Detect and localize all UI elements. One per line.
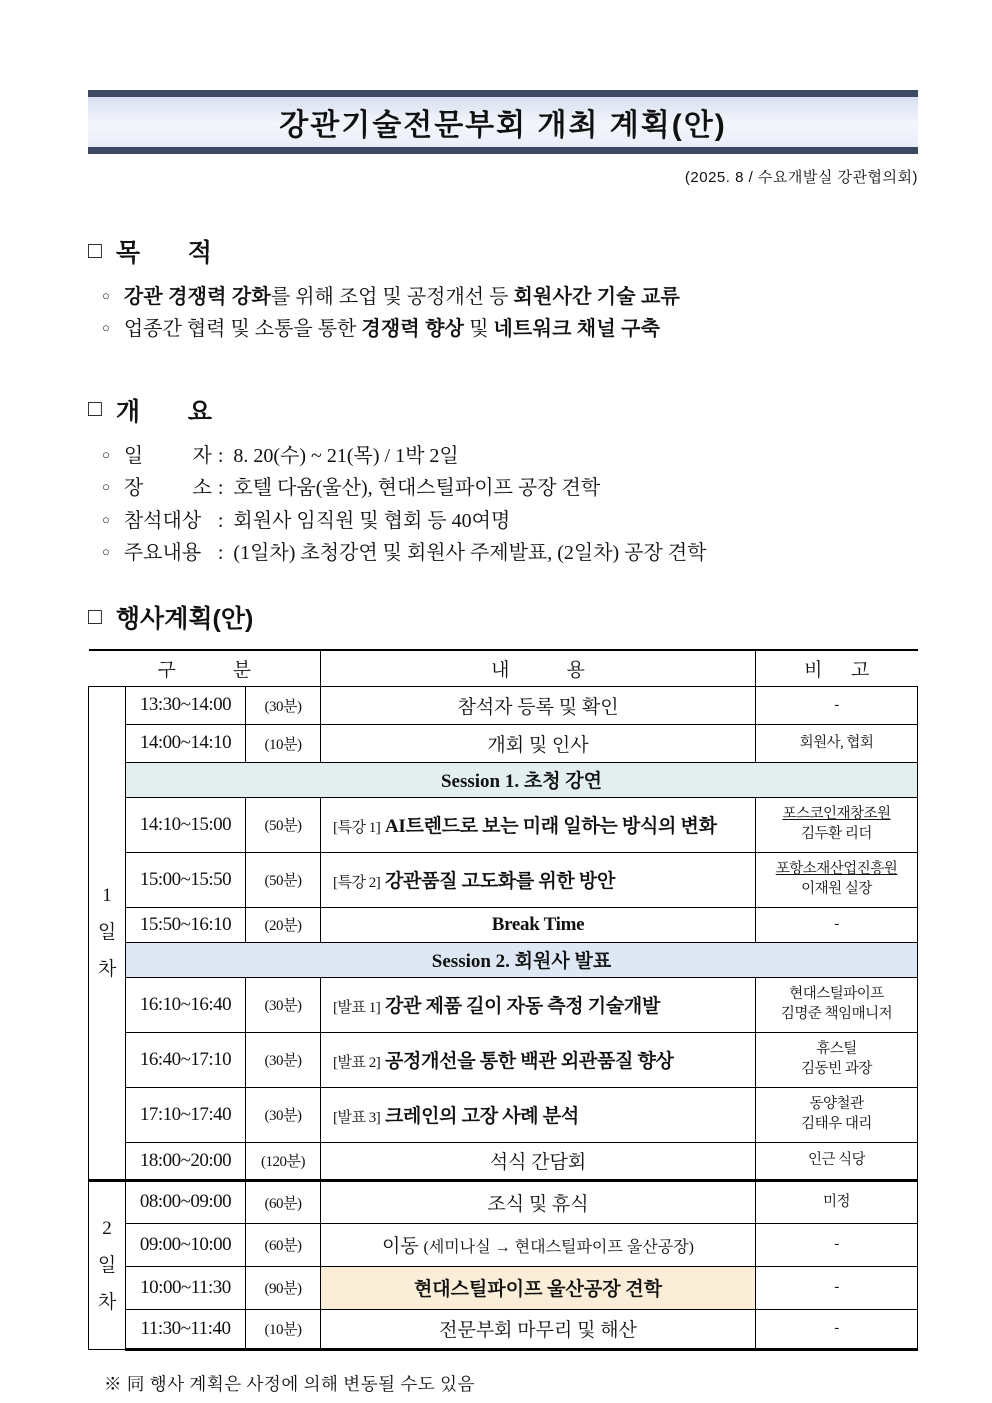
table-row [89, 797, 918, 852]
duration-cell: (90분) [246, 1266, 321, 1309]
content-cell: 조식 및 휴식 [321, 1180, 756, 1223]
section-plan-heading [88, 599, 918, 635]
time-cell: 16:40~17:10 [126, 1032, 246, 1087]
session1-title: Session 1. 초청 강연 [126, 762, 918, 797]
content-cell: [발표 2] 공정개선을 통한 백관 외관품질 향상 [321, 1032, 756, 1087]
square-marker-icon: □ [88, 236, 102, 263]
duration-cell: (120분) [246, 1142, 321, 1180]
note-cell: - [756, 1266, 918, 1309]
duration-cell: (30분) [246, 977, 321, 1032]
square-marker-icon: □ [88, 395, 102, 422]
table-header-row [89, 650, 918, 686]
time-cell: 18:00~20:00 [126, 1142, 246, 1180]
time-cell: 09:00~10:00 [126, 1223, 246, 1266]
note-cell: 미정 [756, 1180, 918, 1223]
purpose-item-1 [88, 281, 918, 313]
title-banner [88, 90, 918, 154]
circle-bullet-icon: ○ [102, 446, 110, 462]
duration-cell: (30분) [246, 1032, 321, 1087]
header-note: 비 고 [756, 650, 918, 686]
note-cell: 현대스틸파이프 김명준 책임매니저 [756, 977, 918, 1032]
section-purpose-heading [88, 233, 918, 269]
duration-cell: (50분) [246, 852, 321, 907]
overview-item-contents [88, 537, 918, 569]
schedule-table [88, 649, 918, 1351]
plan-heading-text: 행사계획(안) [115, 605, 254, 634]
section-overview-heading [88, 392, 918, 428]
overview-bullets [88, 440, 918, 570]
content-cell: Break Time [321, 907, 756, 942]
circle-bullet-icon: ○ [102, 511, 110, 527]
duration-cell: (10분) [246, 1309, 321, 1349]
content-cell: 이동 (세미나실 → 현대스틸파이프 울산공장) [321, 1223, 756, 1266]
time-cell: 11:30~11:40 [126, 1309, 246, 1349]
note-cell: - [756, 686, 918, 724]
table-row [89, 852, 918, 907]
content-cell: 석식 간담회 [321, 1142, 756, 1180]
content-cell: 개회 및 인사 [321, 724, 756, 762]
note-cell: - [756, 1309, 918, 1349]
note-cell: 포스코인재창조원 김두환 리더 [756, 797, 918, 852]
document-page [88, 0, 918, 1396]
table-row [89, 1180, 918, 1223]
table-row [89, 724, 918, 762]
duration-cell: (50분) [246, 797, 321, 852]
circle-bullet-icon: ○ [102, 320, 110, 336]
table-row [89, 1142, 918, 1180]
note-cell: 인근 식당 [756, 1142, 918, 1180]
overview-item-contents-text: 주요내용 : (1일차) 초청강연 및 회원사 주제발표, (2일차) 공장 견학 [123, 541, 707, 564]
note-cell: 동양철관 김태우 대리 [756, 1087, 918, 1142]
table-row [89, 686, 918, 724]
day1-label: 1일차 [89, 686, 126, 1180]
session2-row [89, 942, 918, 977]
purpose-bullets [88, 281, 918, 346]
purpose-item-2-text: 업종간 협력 및 소통을 통한 경쟁력 향상 및 네트워크 채널 구축 [123, 318, 661, 341]
content-cell: 전문부회 마무리 및 해산 [321, 1309, 756, 1349]
content-cell: 참석자 등록 및 확인 [321, 686, 756, 724]
content-cell: [발표 1] 강관 제품 길이 자동 측정 기술개발 [321, 977, 756, 1032]
time-cell: 13:30~14:00 [126, 686, 246, 724]
overview-item-place [88, 472, 918, 504]
duration-cell: (30분) [246, 1087, 321, 1142]
table-row [89, 1266, 918, 1309]
time-cell: 10:00~11:30 [126, 1266, 246, 1309]
duration-cell: (60분) [246, 1223, 321, 1266]
table-row [89, 1087, 918, 1142]
document-subtitle: (2025. 8 / 수요개발실 강관협의회) [684, 169, 918, 186]
note-cell: - [756, 907, 918, 942]
duration-cell: (30분) [246, 686, 321, 724]
note-cell: 휴스틸 김동빈 과장 [756, 1032, 918, 1087]
content-cell: [발표 3] 크레인의 고장 사례 분석 [321, 1087, 756, 1142]
time-cell: 16:10~16:40 [126, 977, 246, 1032]
header-group: 구 분 [89, 650, 321, 686]
time-cell: 08:00~09:00 [126, 1180, 246, 1223]
overview-item-attendees-text: 참석대상 : 회원사 임직원 및 협회 등 40여명 [123, 509, 511, 532]
overview-item-place-text: 장 소 : 호텔 다움(울산), 현대스틸파이프 공장 견학 [123, 477, 601, 500]
time-cell: 15:00~15:50 [126, 852, 246, 907]
content-cell-highlight: 현대스틸파이프 울산공장 견학 [321, 1266, 756, 1309]
header-content: 내 용 [321, 650, 756, 686]
time-cell: 15:50~16:10 [126, 907, 246, 942]
table-row [89, 1032, 918, 1087]
table-row [89, 1223, 918, 1266]
duration-cell: (60분) [246, 1180, 321, 1223]
purpose-item-2 [88, 313, 918, 345]
circle-bullet-icon: ○ [102, 543, 110, 559]
square-marker-icon: □ [88, 602, 102, 629]
session1-row [89, 762, 918, 797]
duration-cell: (20분) [246, 907, 321, 942]
content-cell: [특강 1] AI트렌드로 보는 미래 일하는 방식의 변화 [321, 797, 756, 852]
document-title: 강관기술전문부회 개최 계획(안) [279, 109, 727, 142]
time-cell: 14:10~15:00 [126, 797, 246, 852]
session2-title: Session 2. 회원사 발표 [126, 942, 918, 977]
overview-item-date [88, 440, 918, 472]
table-row [89, 977, 918, 1032]
table-row [89, 907, 918, 942]
purpose-item-1-text: 강관 경쟁력 강화를 위해 조업 및 공정개선 등 회원사간 기술 교류 [123, 286, 680, 308]
duration-cell: (10분) [246, 724, 321, 762]
purpose-heading-text: 목 적 [115, 239, 212, 267]
content-cell: [특강 2] 강관품질 고도화를 위한 방안 [321, 852, 756, 907]
circle-bullet-icon: ○ [102, 288, 110, 303]
table-row [89, 1309, 918, 1349]
day2-label: 2일차 [89, 1180, 126, 1349]
time-cell: 17:10~17:40 [126, 1087, 246, 1142]
overview-item-attendees [88, 505, 918, 537]
circle-bullet-icon: ○ [102, 479, 110, 495]
time-cell: 14:00~14:10 [126, 724, 246, 762]
note-cell: 포항소재산업진흥원 이재원 실장 [756, 852, 918, 907]
overview-heading-text: 개 요 [115, 397, 212, 426]
footnote: ※ 同 행사 계획은 사정에 의해 변동될 수도 있음 [104, 1373, 475, 1394]
overview-item-date-text: 일 자 : 8. 20(수) ~ 21(목) / 1박 2일 [123, 444, 459, 467]
note-cell: 회원사, 협회 [756, 724, 918, 762]
note-cell: - [756, 1223, 918, 1266]
